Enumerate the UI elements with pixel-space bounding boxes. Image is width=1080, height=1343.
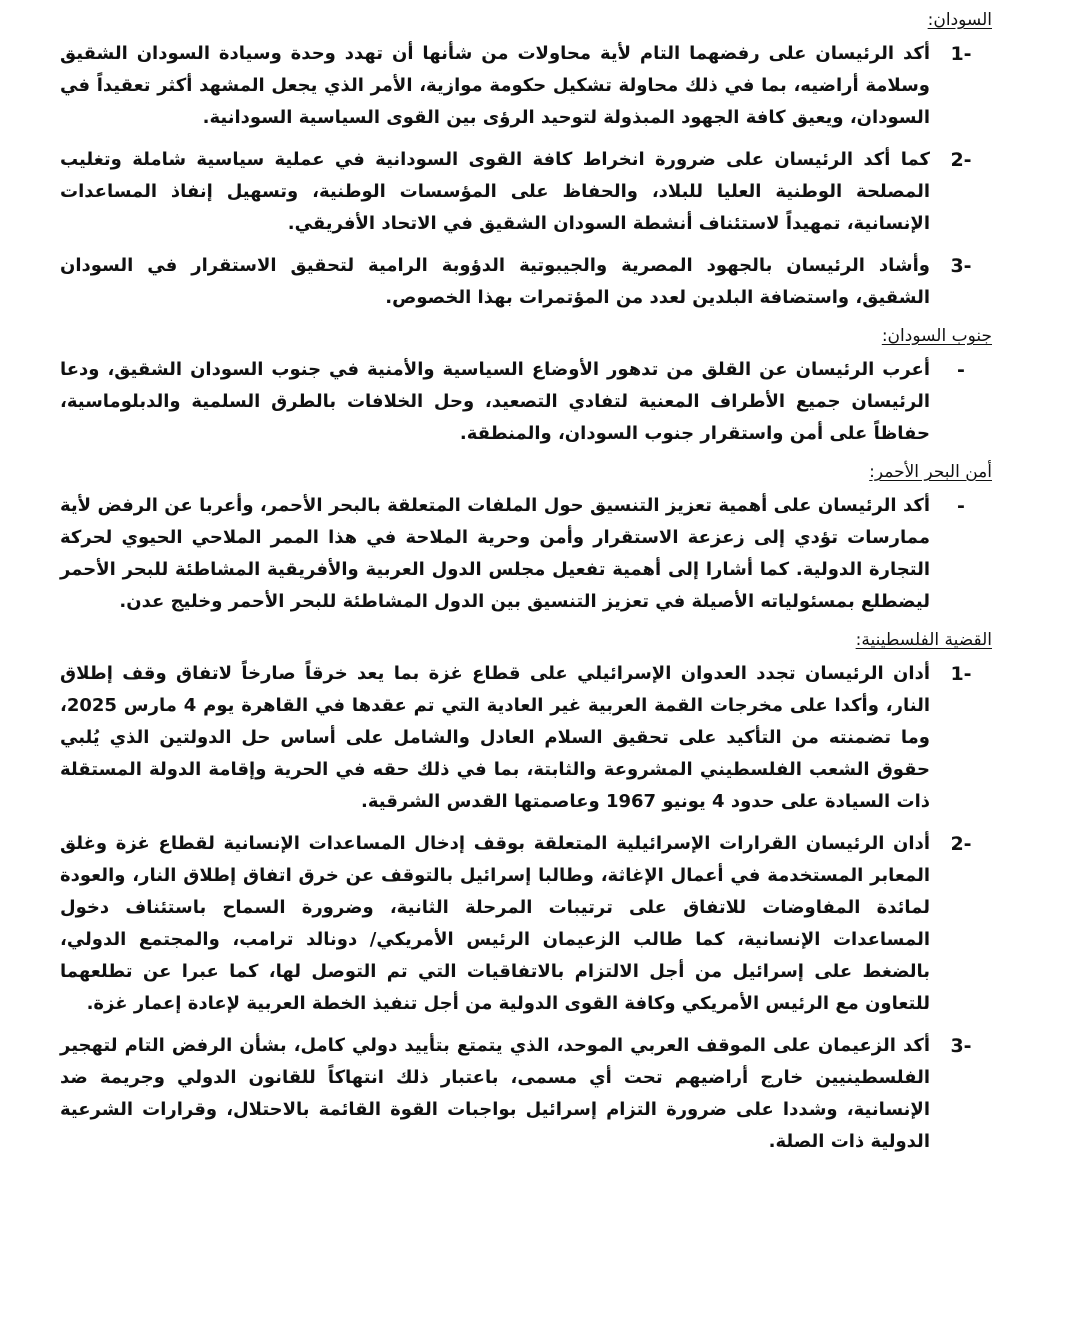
document-page: [60, 6, 992, 1168]
section-red-sea-security: [60, 460, 992, 618]
list-item: [60, 38, 992, 134]
item-paragraph: أدان الرئيسان القرارات الإسرائيلية المتعلقة بوقف إدخال المساعدات الإنسانية لقطاع غزة وغلق المعابر المستخدمة في أعمال الإغاثة، وطالبا إسرائيل بالتوقف عن خرق اتفاق إطلاق النار، والعودة لمائدة المفاوضات للاتفاق على ترتيبات المرحلة الثانية، وضرورة السماح باستئناف دخول المساعدات الإنسانية، كما طالب الزعيمان الرئيس الأمريكي/ دونالد ترامب، والمجتمع الدولي، بالضغط على إسرائيل من أجل الالتزام بالاتفاقيات التي تم التوصل لها، كما عبرا عن تطلعهما للتعاون مع الرئيس الأمريكي وكافة القوى الدولية من أجل تنفيذ الخطة العربية لإعادة إعمار غزة.: [60, 833, 930, 1014]
section-heading: أمن البحر الأحمر:: [869, 462, 992, 482]
section-heading: السودان:: [927, 10, 992, 30]
section-heading: القضية الفلسطينية:: [855, 630, 992, 650]
list-item: [60, 144, 992, 240]
item-number: 3-: [950, 1035, 972, 1057]
item-paragraph: وأشاد الرئيسان بالجهود المصرية والجيبوتية الدؤوبة الرامية لتحقيق الاستقرار في السودان الشقيق، واستضافة البلدين لعدد من المؤتمرات بهذا الخصوص.: [60, 255, 930, 308]
item-number: 2-: [950, 149, 972, 171]
section-south-sudan: [60, 324, 992, 450]
item-number: 2-: [950, 833, 972, 855]
section-palestinian-cause: [60, 628, 992, 1158]
item-number: 1-: [950, 43, 972, 65]
list-item: [60, 828, 992, 1020]
item-paragraph: كما أكد الرئيسان على ضرورة انخراط كافة القوى السودانية في عملية سياسية شاملة وتغليب المصلحة الوطنية العليا للبلاد، والحفاظ على المؤسسات الوطنية، وتسهيل إنفاذ المساعدات الإنسانية، تمهيداً لاستئناف أنشطة السودان الشقيق في الاتحاد الأفريقي.: [60, 149, 930, 234]
section-sudan: [60, 8, 992, 314]
list-item: [60, 250, 992, 314]
list-item: [60, 1030, 992, 1158]
item-number: 1-: [950, 663, 972, 685]
list-item: [60, 658, 992, 818]
item-paragraph: أكد الرئيسان على أهمية تعزيز التنسيق حول الملفات المتعلقة بالبحر الأحمر، وأعربا عن الرفض لأية ممارسات تؤدي إلى زعزعة الاستقرار وأمن وحرية الملاحة في هذا الممر الملاحي الحيوي لحركة التجارة الدولية. كما أشارا إلى أهمية تفعيل مجلس الدول العربية والأفريقية المشاطئة للبحر الأحمر ليضطلع بمسئولياته الأصيلة في تعزيز التنسيق بين الدول المشاطئة للبحر الأحمر وخليج عدن.: [60, 495, 930, 612]
item-bullet: -: [957, 359, 965, 381]
section-heading: جنوب السودان:: [881, 326, 992, 346]
item-paragraph: أكد الرئيسان على رفضهما التام لأية محاولات من شأنها أن تهدد وحدة وسيادة السودان الشقيق وسلامة أراضيه، بما في ذلك محاولة تشكيل حكومة موازية، الأمر الذي يجعل المشهد أكثر تعقيداً في السودان، ويعيق كافة الجهود المبذولة لتوحيد الرؤى بين القوى السياسية السودانية.: [60, 43, 930, 128]
item-number: 3-: [950, 255, 972, 277]
item-paragraph: أكد الزعيمان على الموقف العربي الموحد، الذي يتمتع بتأييد دولي كامل، بشأن الرفض التام لتهجير الفلسطينيين خارج أراضيهم تحت أي مسمى، باعتبار ذلك انتهاكاً للقانون الدولي وجريمة ضد الإنسانية، وشددا على ضرورة التزام إسرائيل بواجبات القوة القائمة بالاحتلال، وقرارات الشرعية الدولية ذات الصلة.: [60, 1035, 930, 1152]
list-item: [60, 354, 992, 450]
item-bullet: -: [957, 495, 965, 517]
list-item: [60, 490, 992, 618]
item-paragraph: أدان الرئيسان تجدد العدوان الإسرائيلي على قطاع غزة بما يعد خرقاً صارخاً لاتفاق وقف إطلاق النار، وأكدا على مخرجات القمة العربية غير العادية التي تم عقدها في القاهرة يوم 4 مارس 2025، وما تضمنته من التأكيد على تحقيق السلام العادل والشامل على أساس حل الدولتين الذي يُلبي حقوق الشعب الفلسطيني المشروعة والثابتة، بما في ذلك حقه في الحرية وإقامة الدولة المستقلة ذات السيادة على حدود 4 يونيو 1967 وعاصمتها القدس الشرقية.: [60, 663, 930, 812]
item-paragraph: أعرب الرئيسان عن القلق من تدهور الأوضاع السياسية والأمنية في جنوب السودان الشقيق، ودعا الرئيسان جميع الأطراف المعنية لتفادي التصعيد، وحل الخلافات بالطرق السلمية والدبلوماسية، حفاظاً على أمن واستقرار جنوب السودان، والمنطقة.: [60, 359, 930, 444]
